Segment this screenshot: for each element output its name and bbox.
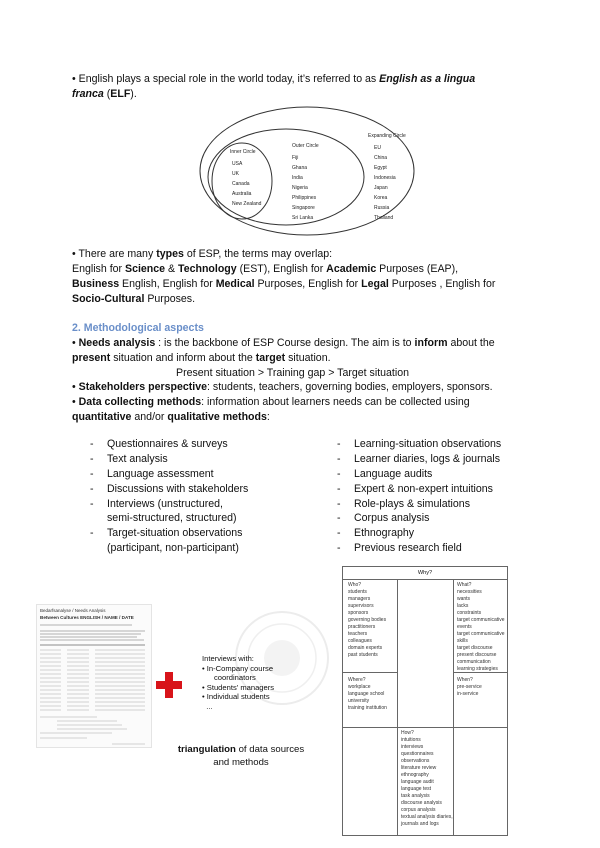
thumbnail-header: Bedarfsanalyse / Needs Analysis [40, 608, 106, 613]
inner-item: New Zealand [232, 201, 262, 207]
situation-gap-line: Present situation > Training gap > Target situation [176, 367, 410, 379]
grid-why: Why? [343, 567, 507, 580]
plus-icon [156, 672, 182, 698]
grid-who-title: Who? [348, 582, 362, 588]
inner-item: UK [232, 171, 239, 177]
inner-circle-title: Inner Circle [230, 149, 256, 155]
outer-item: Singapore [292, 205, 315, 211]
kachru-circles-diagram [198, 105, 416, 237]
types-line-2: English for Science & Technology (EST), English for Academic Purposes (EAP), [72, 263, 459, 275]
expanding-item: Korea [374, 195, 388, 201]
interviews-title: Interviews with: [202, 654, 254, 663]
grid-when-title: When? [457, 677, 473, 683]
types-line-4: Socio-Cultural Purposes. [72, 293, 196, 305]
grid-what-title: What? [457, 582, 472, 588]
grid-how-title: How? [401, 730, 414, 736]
questionnaire-thumbnail [36, 604, 152, 748]
grid-when-cell: When? pre-service in-service [457, 677, 482, 697]
expanding-item: Egypt [374, 165, 387, 171]
outer-item: Ghana [292, 165, 308, 171]
grid-where-cell: Where? workplace language school university training institution [348, 677, 387, 711]
expanding-item: Russia [374, 205, 390, 211]
outer-circle-title: Outer Circle [292, 143, 319, 149]
outer-item: Fiji [292, 155, 299, 161]
elf-line-2: franca (ELF). [72, 88, 137, 100]
expanding-item: Japan [374, 185, 388, 191]
interviews-item: • Students' managers [202, 682, 275, 692]
interviews-item: ... [206, 701, 213, 711]
interviews-item: • In-Company course [202, 663, 274, 673]
outer-item: Sri Lanka [292, 215, 314, 221]
stakeholders-line: • Stakeholders perspective: students, teachers, governing bodies, employers, sponsors. [72, 381, 493, 393]
expanding-item: Indonesia [374, 175, 396, 181]
triangulation-caption: triangulation of data sources and methods [177, 744, 305, 768]
expanding-item: EU [374, 145, 381, 151]
expanding-item: China [374, 155, 388, 161]
elf-line-1: • English plays a special role in the world today, it’s referred to as English as a lingua [72, 73, 476, 85]
needs-analysis-line-2: present situation and inform about the target situation. [72, 352, 331, 364]
inner-item: Canada [232, 181, 250, 187]
inner-item: Australia [232, 191, 252, 197]
outer-item: Nigeria [292, 185, 308, 191]
outer-item: Philippines [292, 195, 317, 201]
inner-item: USA [232, 161, 243, 167]
data-collecting-line-2: quantitative and/or qualitative methods: [72, 411, 270, 423]
types-line-3: Business English, English for Medical Purposes, English for Legal Purposes , English for [72, 278, 496, 290]
expanding-circle-list [374, 143, 396, 223]
expanding-item: Thailand [374, 215, 394, 221]
grid-how-cell: How? intuitions interviews questionnaires observations literature review ethnography language audit language test task analysis discourse analysis corpus analysis textual analysis diaries, journals and logs [401, 730, 453, 827]
interviews-item-continued: coordinators [214, 673, 256, 683]
thumbnail-title: Between Cultures ENGLISH / NAME / DATE [40, 615, 134, 620]
thumbnail-lines [37, 605, 151, 747]
interviews-block [202, 654, 274, 712]
section-heading: 2. Methodological aspects [72, 322, 204, 334]
outer-circle-list [292, 153, 316, 223]
types-line-1: • There are many types of ESP, the terms may overlap: [72, 248, 333, 260]
needs-analysis-grid [342, 566, 508, 836]
interviews-item: • Individual students [202, 692, 270, 702]
grid-what-cell: What? necessities wants lacks constraints target communicative events target communicative skills target discourse present discourse communication learning strategies [457, 582, 507, 673]
outer-item: India [292, 175, 303, 181]
grid-who-cell: Who? students managers supervisors sponsors governing bodies practitioners teachers colleagues domain experts past students [348, 582, 387, 658]
data-collecting-line-1: • Data collecting methods: information about learners needs can be collected using [72, 396, 470, 408]
needs-analysis-line-1: • Needs analysis : is the backbone of ESP Course design. The aim is to inform about the [72, 337, 495, 349]
grid-where-title: Where? [348, 677, 366, 683]
inner-circle-list [232, 159, 261, 209]
expanding-circle-title: Expanding Circle [368, 133, 406, 139]
